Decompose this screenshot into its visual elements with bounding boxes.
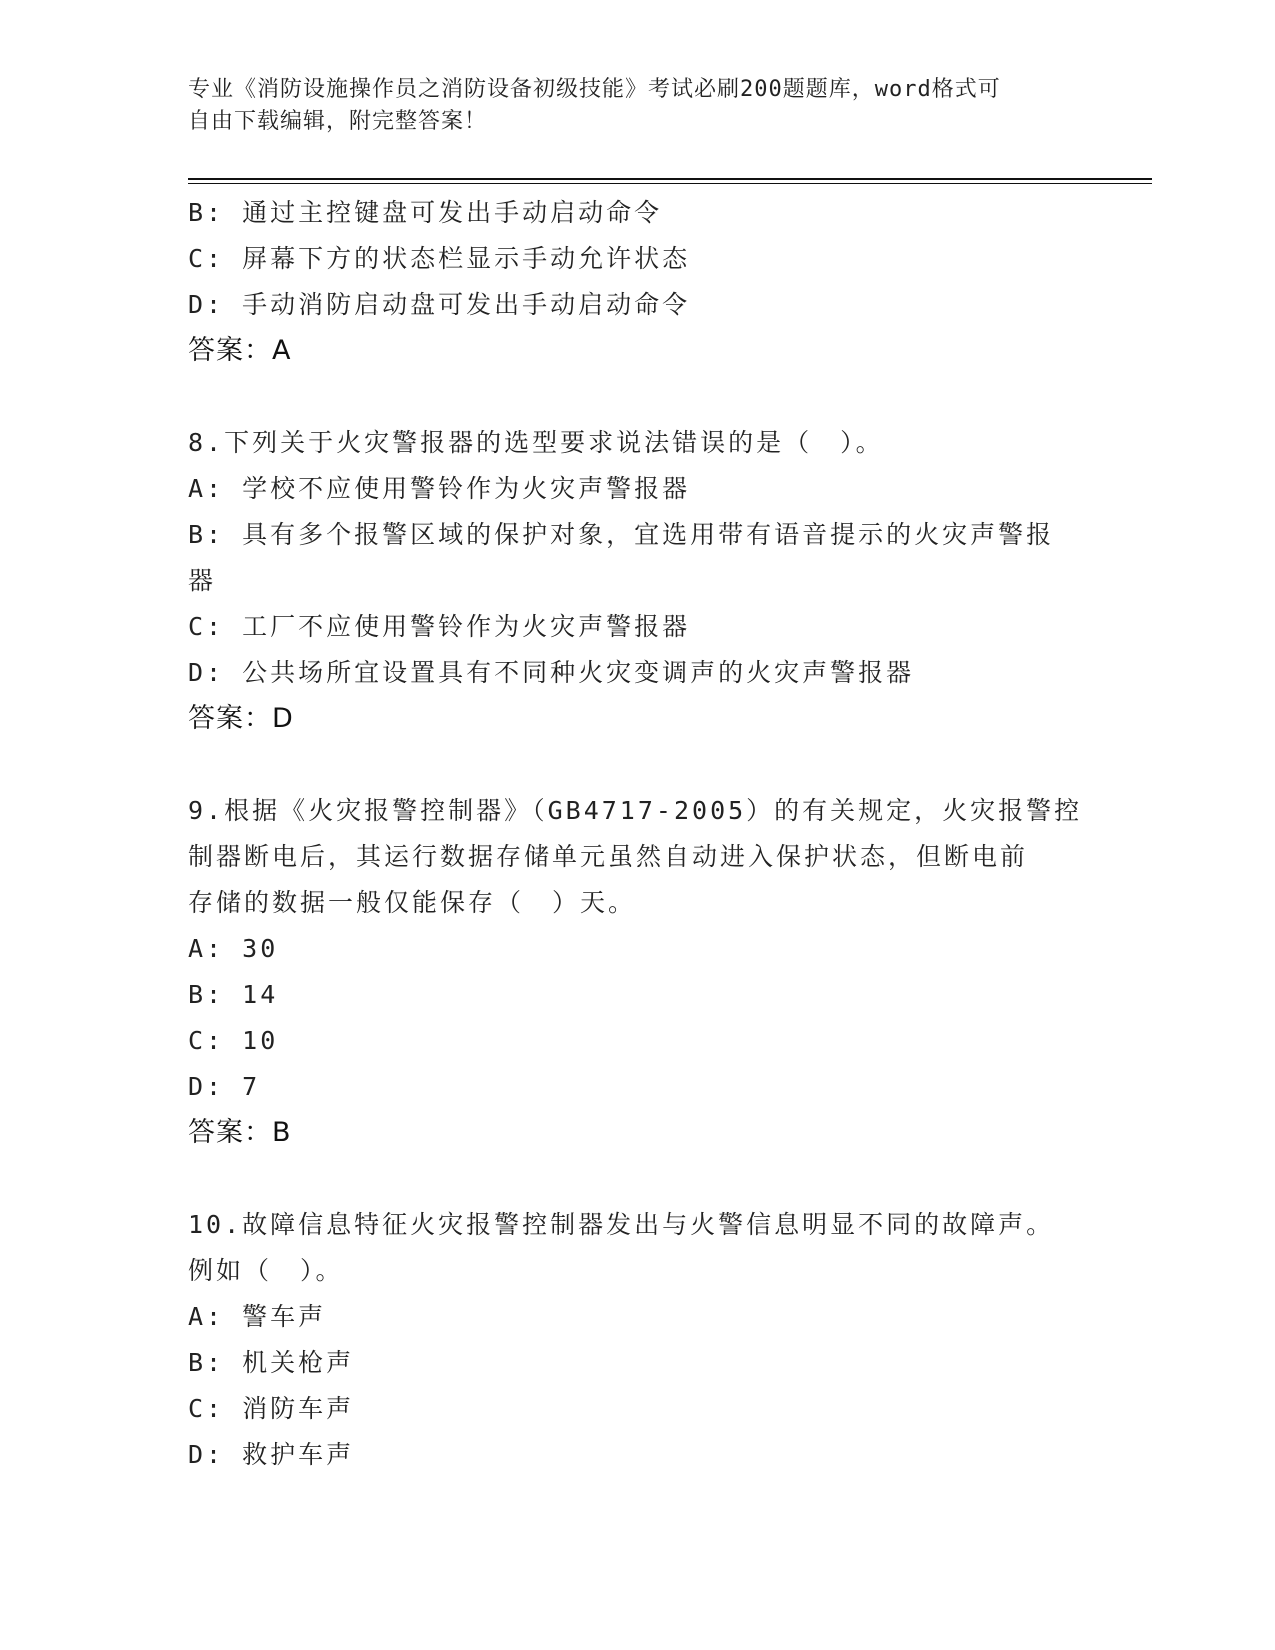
option-d: D: 手动消防启动盘可发出手动启动命令 — [188, 290, 691, 319]
question-spacer — [188, 374, 1088, 420]
option-c: C: 工厂不应使用警铃作为火灾声警报器 — [188, 612, 691, 641]
question-10 — [188, 1202, 1088, 1478]
option-b-continuation: 器 — [188, 566, 217, 595]
header-divider-thick — [188, 178, 1152, 180]
question-spacer — [188, 1156, 1088, 1202]
answer-line: 答案：B — [188, 1117, 292, 1148]
question-stem: 10.故障信息特征火灾报警控制器发出与火警信息明显不同的故障声。 — [188, 1210, 1055, 1239]
question-stem-continuation: 存储的数据一般仅能保存（ ）天。 — [188, 888, 637, 917]
option-d: D: 公共场所宜设置具有不同种火灾变调声的火灾声警报器 — [188, 658, 915, 687]
option-b: B: 机关枪声 — [188, 1348, 355, 1377]
question-list — [188, 190, 1088, 1478]
option-a: A: 30 — [188, 934, 279, 963]
question-stem-continuation: 例如（ ）。 — [188, 1256, 344, 1285]
header-title-line-1: 专业《消防设施操作员之消防设备初级技能》考试必刷200题题库，word格式可 — [188, 77, 1001, 102]
header-divider-thin — [188, 183, 1152, 184]
question-stem-continuation: 制器断电后，其运行数据存储单元虽然自动进入保护状态，但断电前 — [188, 842, 1029, 871]
option-c: C: 10 — [188, 1026, 279, 1055]
option-d: D: 7 — [188, 1072, 261, 1101]
option-c: C: 消防车声 — [188, 1394, 355, 1423]
option-c: C: 屏幕下方的状态栏显示手动允许状态 — [188, 244, 691, 273]
question-7 — [188, 190, 1088, 374]
document-header — [188, 74, 1068, 138]
question-stem: 8.下列关于火灾警报器的选型要求说法错误的是（ ）。 — [188, 428, 884, 457]
option-b: B: 具有多个报警区域的保护对象，宜选用带有语音提示的火灾声警报 — [188, 520, 1055, 549]
option-a: A: 学校不应使用警铃作为火灾声警报器 — [188, 474, 691, 503]
option-b: B: 通过主控键盘可发出手动启动命令 — [188, 198, 663, 227]
question-spacer — [188, 742, 1088, 788]
answer-line: 答案：D — [188, 703, 294, 734]
header-title-line-2: 自由下载编辑，附完整答案！ — [188, 109, 488, 134]
question-8 — [188, 420, 1088, 742]
option-a: A: 警车声 — [188, 1302, 327, 1331]
option-d: D: 救护车声 — [188, 1440, 355, 1469]
answer-line: 答案：A — [188, 335, 292, 366]
option-b: B: 14 — [188, 980, 279, 1009]
question-stem: 9.根据《火灾报警控制器》（GB4717-2005）的有关规定，火灾报警控 — [188, 796, 1083, 825]
question-9 — [188, 788, 1088, 1156]
